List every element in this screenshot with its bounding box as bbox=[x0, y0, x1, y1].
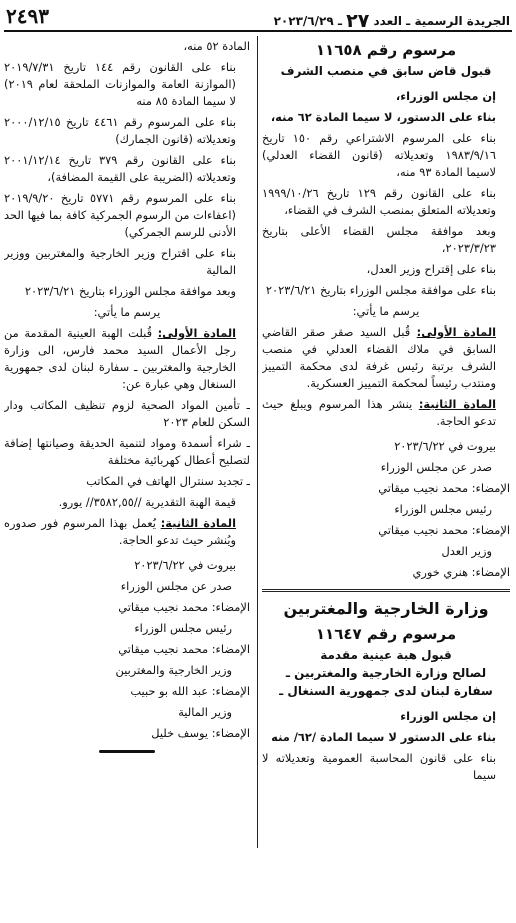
article-1-label: المادة الأولى: bbox=[416, 325, 496, 339]
article-1 bbox=[262, 324, 510, 392]
left-column bbox=[4, 38, 250, 863]
signature-justice-title: وزير العدل bbox=[441, 544, 492, 558]
signature-pm: الإمضاء: محمد نجيب ميقاتي bbox=[378, 481, 510, 495]
signature-finance: الإمضاء: يوسف خليل bbox=[151, 726, 250, 740]
donation-item-1: ـ تأمين المواد الصحية لزوم تنظيف المكاتب ودار السكن للعام ٢٠٢٣ bbox=[4, 398, 250, 429]
article-2-text: ينشر هذا المرسوم ويبلغ حيث تدعو الحاجة. bbox=[262, 397, 496, 428]
article-2-label: المادة الثانية: bbox=[418, 397, 496, 411]
article-1-donation-text: قُبلت الهبة العينية المقدمة من رجل الأعمال السيد محمد فارس، الى وزارة الخارجية والمغتربين ـ سفارة لبنان لدى جمهورية السنغال وهي عبارة عن: bbox=[4, 326, 236, 391]
preamble-judicial-council: وبعد موافقة مجلس القضاء الأعلى بتاريخ ٢٠٢٣/٣/٢٣، bbox=[262, 224, 496, 255]
preamble-law-129: بناء على القانون رقم ١٢٩ تاريخ ١٩٩٩/١٠/٢٦ وتعديلاته المتعلق بمنصب الشرف في القضاء، bbox=[262, 186, 497, 217]
signature-pm-3: الإمضاء: محمد نجيب ميقاتي bbox=[118, 600, 250, 614]
right-column bbox=[262, 38, 510, 863]
signature-issued-by-2: صدر عن مجلس الوزراء bbox=[120, 579, 232, 593]
preamble-constitution: بناء على الدستور، لا سيما المادة ٦٢ منه، bbox=[270, 110, 496, 124]
column-divider bbox=[257, 36, 258, 848]
article-1-donation bbox=[4, 325, 250, 393]
preamble-decree-150: بناء على المرسوم الاشتراعي رقم ١٥٠ تاريخ ١٩٨٣/٩/١٦ وتعديلاته (قانون القضاء العدلي) لاسيما المادة ٩٣ منه، bbox=[262, 131, 496, 179]
preamble-law-379: بناء على القانون رقم ٣٧٩ تاريخ ٢٠٠١/١٢/١٤ وتعديلاته (الضريبة على القيمة المضافة)، bbox=[4, 153, 236, 184]
preamble-decree-4461: بناء على المرسوم رقم ٤٤٦١ تاريخ ٢٠٠٠/١٢/١٥ وتعديلاته (قانون الجمارك) bbox=[4, 115, 236, 146]
donation-value: قيمة الهبة التقديرية //٣٥٨٢,٥٥// يورو. bbox=[58, 495, 236, 509]
article-2-donation bbox=[4, 515, 250, 549]
decree-1-title: مرسوم رقم ١١٦٥٨ bbox=[315, 41, 457, 59]
decree-2-accounting-law: بناء على قانون المحاسبة العمومية وتعديلاته لا سيما bbox=[262, 751, 496, 782]
issue-number: ٢٧ bbox=[346, 10, 370, 32]
page-number: ٢٤٩٣ bbox=[6, 4, 49, 28]
place-date-2: بيروت في ٢٠٢٣/٦/٢٢ bbox=[134, 558, 236, 572]
preamble-minister-proposal: بناء على إقتراح وزير العدل، bbox=[366, 262, 496, 276]
article-2-donation-text: يُعمل بهذا المرسوم فور صدوره ويُنشر حيث تدعو الحاجة. bbox=[4, 516, 236, 547]
article-1-text: قُبل السيد صقر صقر القاضي السابق في ملاك القضاء العدلي في منصب الشرف برتبة رئيس غرفة لدى محكمة التمييز ومنتدب رئيساً لمحكمة التمييز العسكرية. bbox=[262, 325, 496, 390]
preamble-ministers-proposal: بناء على اقتراح وزير الخارجية والمغتربين ووزير المالية bbox=[4, 246, 236, 277]
decree-1-subtitle: قبول قاض سابق في منصب الشرف bbox=[280, 64, 492, 78]
place-date: بيروت في ٢٠٢٣/٦/٢٢ bbox=[394, 439, 496, 453]
signature-pm-title: رئيس مجلس الوزراء bbox=[394, 502, 492, 516]
issue-date: ـ ٢٠٢٣/٦/٢٩ bbox=[273, 14, 342, 28]
article-1-donation-label: المادة الأولى: bbox=[157, 326, 237, 340]
signature-pm-2: الإمضاء: محمد نجيب ميقاتي bbox=[378, 523, 510, 537]
donation-item-3: ـ تجديد سنترال الهاتف في المكاتب bbox=[86, 474, 250, 488]
signature-foreign: الإمضاء: عبد الله بو حبيب bbox=[130, 684, 250, 698]
signature-issued-by: صدر عن مجلس الوزراء bbox=[380, 460, 492, 474]
decrees-following-2: يرسم ما يأتي: bbox=[93, 305, 161, 319]
decree-2-constitution: بناء على الدستور لا سيما المادة /٦٢/ منه bbox=[271, 730, 496, 744]
signature-pm-title-2: رئيس مجلس الوزراء bbox=[134, 621, 232, 635]
preamble-cabinet-approval: بناء على موافقة مجلس الوزراء بتاريخ ٢٠٢٣/٦/٢١ bbox=[265, 283, 496, 297]
decree-2-subtitle-3: سفارة لبنان لدى جمهورية السنغال ـ bbox=[279, 684, 493, 698]
decree-2-council: إن مجلس الوزراء bbox=[400, 709, 496, 723]
ministry-heading: وزارة الخارجية والمغتربين bbox=[283, 599, 489, 618]
continued-article-52: المادة ٥٢ منه، bbox=[183, 39, 250, 53]
signature-pm-4: الإمضاء: محمد نجيب ميقاتي bbox=[118, 642, 250, 656]
running-head bbox=[274, 10, 510, 32]
decree-2-subtitle-2: لصالح وزارة الخارجية والمغتربين ـ bbox=[285, 666, 487, 680]
preamble-law-144: بناء على القانون رقم ١٤٤ تاريخ ٢٠١٩/٧/٣١ (الموازنة العامة والموازنات الملحقة لعام ٢٠١٩) لا سيما المادة ٨٥ منه bbox=[4, 60, 237, 108]
preamble-decree-5771: بناء على المرسوم رقم ٥٧٧١ تاريخ ٢٠١٩/٩/٢٠ (اعفاءات من الرسوم الجمركية كافة بما فيها الحد الأدنى للرسم الجمركي) bbox=[4, 191, 236, 239]
article-2 bbox=[262, 396, 510, 430]
end-mark bbox=[99, 750, 155, 753]
gazette-name: الجريدة الرسمية ـ العدد bbox=[373, 14, 510, 28]
section-separator bbox=[262, 589, 510, 592]
decree-2-subtitle-1: قبول هبة عينية مقدمة bbox=[320, 648, 452, 662]
article-2-donation-label: المادة الثانية: bbox=[160, 516, 236, 530]
preamble-cabinet-approval-2: وبعد موافقة مجلس الوزراء بتاريخ ٢٠٢٣/٦/٢١ bbox=[24, 284, 236, 298]
signature-justice: الإمضاء: هنري خوري bbox=[412, 565, 510, 579]
signature-foreign-title: وزير الخارجية والمغتربين bbox=[115, 663, 232, 677]
page-header bbox=[4, 4, 512, 32]
signature-finance-title: وزير المالية bbox=[178, 705, 232, 719]
decrees-following: يرسم ما يأتي: bbox=[352, 304, 420, 318]
preamble-council: إن مجلس الوزراء، bbox=[395, 89, 496, 103]
decree-2-title: مرسوم رقم ١١٦٤٧ bbox=[315, 625, 457, 643]
donation-item-2: ـ شراء أسمدة ومواد لتنمية الحديقة وصيانتها إضافة لتصليح أعطال كهربائية مختلفة bbox=[4, 436, 250, 467]
